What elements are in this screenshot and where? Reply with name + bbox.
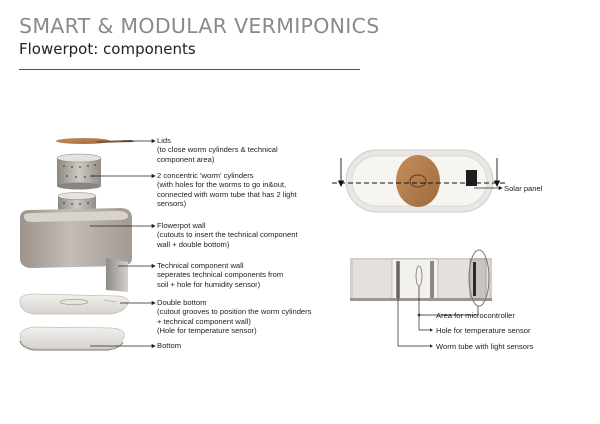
- label-lids: Lids (to close worm cylinders & technical component area): [157, 136, 278, 164]
- section-leader-arrowheads: [417, 313, 433, 347]
- label-bottom: Bottom: [157, 341, 182, 350]
- label-hole-temperature: Hole for temperature sensor: [436, 326, 531, 335]
- double-bottom-part: [20, 294, 129, 314]
- flowerpot-wall-part: [20, 208, 132, 268]
- label-solar-panel: Solar panel: [504, 184, 543, 193]
- technical-wall-part: [106, 258, 128, 292]
- page-title: SMART & MODULAR VERMIPONICS: [19, 14, 380, 38]
- label-area-microcontroller: Area for microcontroller: [436, 311, 515, 320]
- top-view: [346, 150, 493, 212]
- bottom-part: [20, 327, 124, 350]
- page-subtitle: Flowerpot: components: [19, 40, 196, 58]
- label-worm-cylinders: 2 concentric 'worm' cylinders (with holes for the worms to go in&out, connected with worm tube that has 2 light sensors): [157, 171, 297, 209]
- worm-cylinder-upper: [57, 154, 101, 190]
- label-flowerpot-wall: Flowerpot wall (cutouts to insert the technical component wall + double bottom): [157, 221, 298, 249]
- label-technical-wall: Technical component wall seperates technical components from soil + hole for humidity sensor): [157, 261, 284, 289]
- label-double-bottom: Double bottom (cutout grooves to position the worm cylinders + technical component wall) (Hole for temperature sensor): [157, 298, 312, 336]
- label-worm-tube: Worm tube with light sensors: [436, 342, 534, 351]
